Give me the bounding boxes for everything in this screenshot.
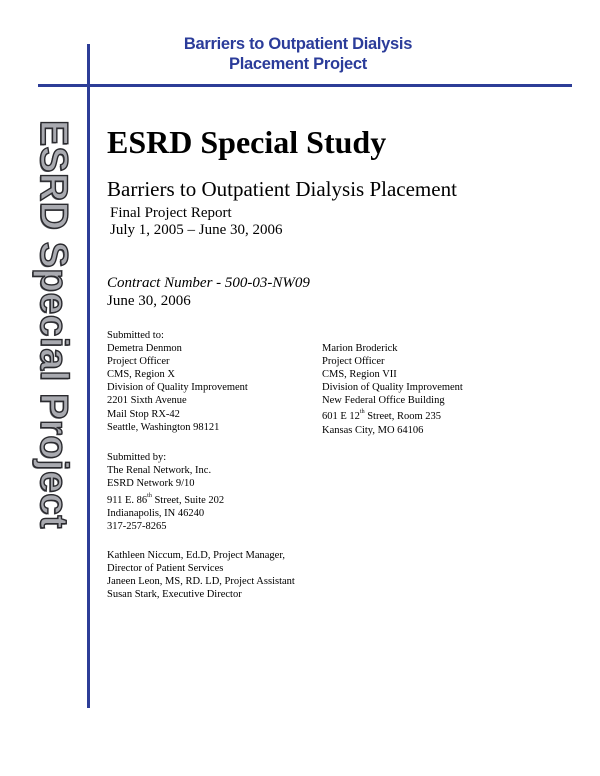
submitted-to-left <box>107 329 248 434</box>
street-number: 911 E. 86 <box>107 495 148 507</box>
recipient-name: Demetra Denmon <box>107 343 182 355</box>
recipient-role: Project Officer <box>107 356 170 368</box>
recipient-name: Marion Broderick <box>322 343 398 354</box>
street-number: 601 E 12 <box>322 411 360 423</box>
recipient-division: Division of Quality Improvement <box>107 382 248 394</box>
submitter-network: ESRD Network 9/10 <box>107 478 195 490</box>
recipient-org: CMS, Region VII <box>322 369 397 381</box>
vertical-rule <box>87 44 90 708</box>
street-ordinal: th <box>147 493 152 500</box>
staff-list <box>107 549 295 601</box>
report-period: July 1, 2005 – June 30, 2006 <box>110 222 283 238</box>
submitted-to-heading: Submitted to: <box>107 330 164 341</box>
page-title: ESRD Special Study <box>107 124 387 160</box>
street-rest: Street, Suite 202 <box>151 495 225 507</box>
contract-date: June 30, 2006 <box>107 293 191 309</box>
recipient-division: Division of Quality Improvement <box>322 382 463 394</box>
staff-line: Kathleen Niccum, Ed.D, Project Manager, <box>107 550 286 561</box>
street-rest: Street, Room 235 <box>364 411 442 423</box>
submitted-to-right <box>322 342 463 437</box>
recipient-mail-stop: Mail Stop RX-42 <box>107 408 180 420</box>
staff-line: Susan Stark, Executive Director <box>107 589 242 601</box>
staff-line: Director of Patient Services <box>107 563 224 575</box>
staff-line: Janeen Leon, MS, RD. LD, Project Assistant <box>107 576 295 588</box>
header-title-line-2: Placement Project <box>229 55 367 73</box>
recipient-street <box>322 410 463 423</box>
recipient-city: Kansas City, MO 64106 <box>322 424 424 436</box>
header-title <box>110 34 486 74</box>
side-banner-text: ESRD Special Project <box>32 120 75 529</box>
recipient-street: 2201 Sixth Avenue <box>107 395 187 407</box>
submitter-org: The Renal Network, Inc. <box>107 465 212 477</box>
submitted-by <box>107 451 224 534</box>
submitted-by-heading: Submitted by: <box>107 452 167 463</box>
header-title-line-1: Barriers to Outpatient Dialysis <box>183 35 413 53</box>
recipient-building: New Federal Office Building <box>322 395 445 407</box>
recipient-city: Seattle, Washington 98121 <box>107 421 220 433</box>
contract-number: Contract Number - 500-03-NW09 <box>107 275 310 291</box>
report-type: Final Project Report <box>110 205 232 221</box>
submitter-street <box>107 494 224 507</box>
page-subtitle: Barriers to Outpatient Dialysis Placement <box>107 177 457 201</box>
side-banner <box>31 120 75 668</box>
street-ordinal: th <box>359 409 365 416</box>
recipient-role: Project Officer <box>322 356 385 368</box>
recipient-org: CMS, Region X <box>107 369 175 381</box>
horizontal-rule <box>38 84 572 87</box>
submitter-city: Indianapolis, IN 46240 <box>107 508 205 520</box>
submitter-phone: 317-257-8265 <box>107 521 167 533</box>
